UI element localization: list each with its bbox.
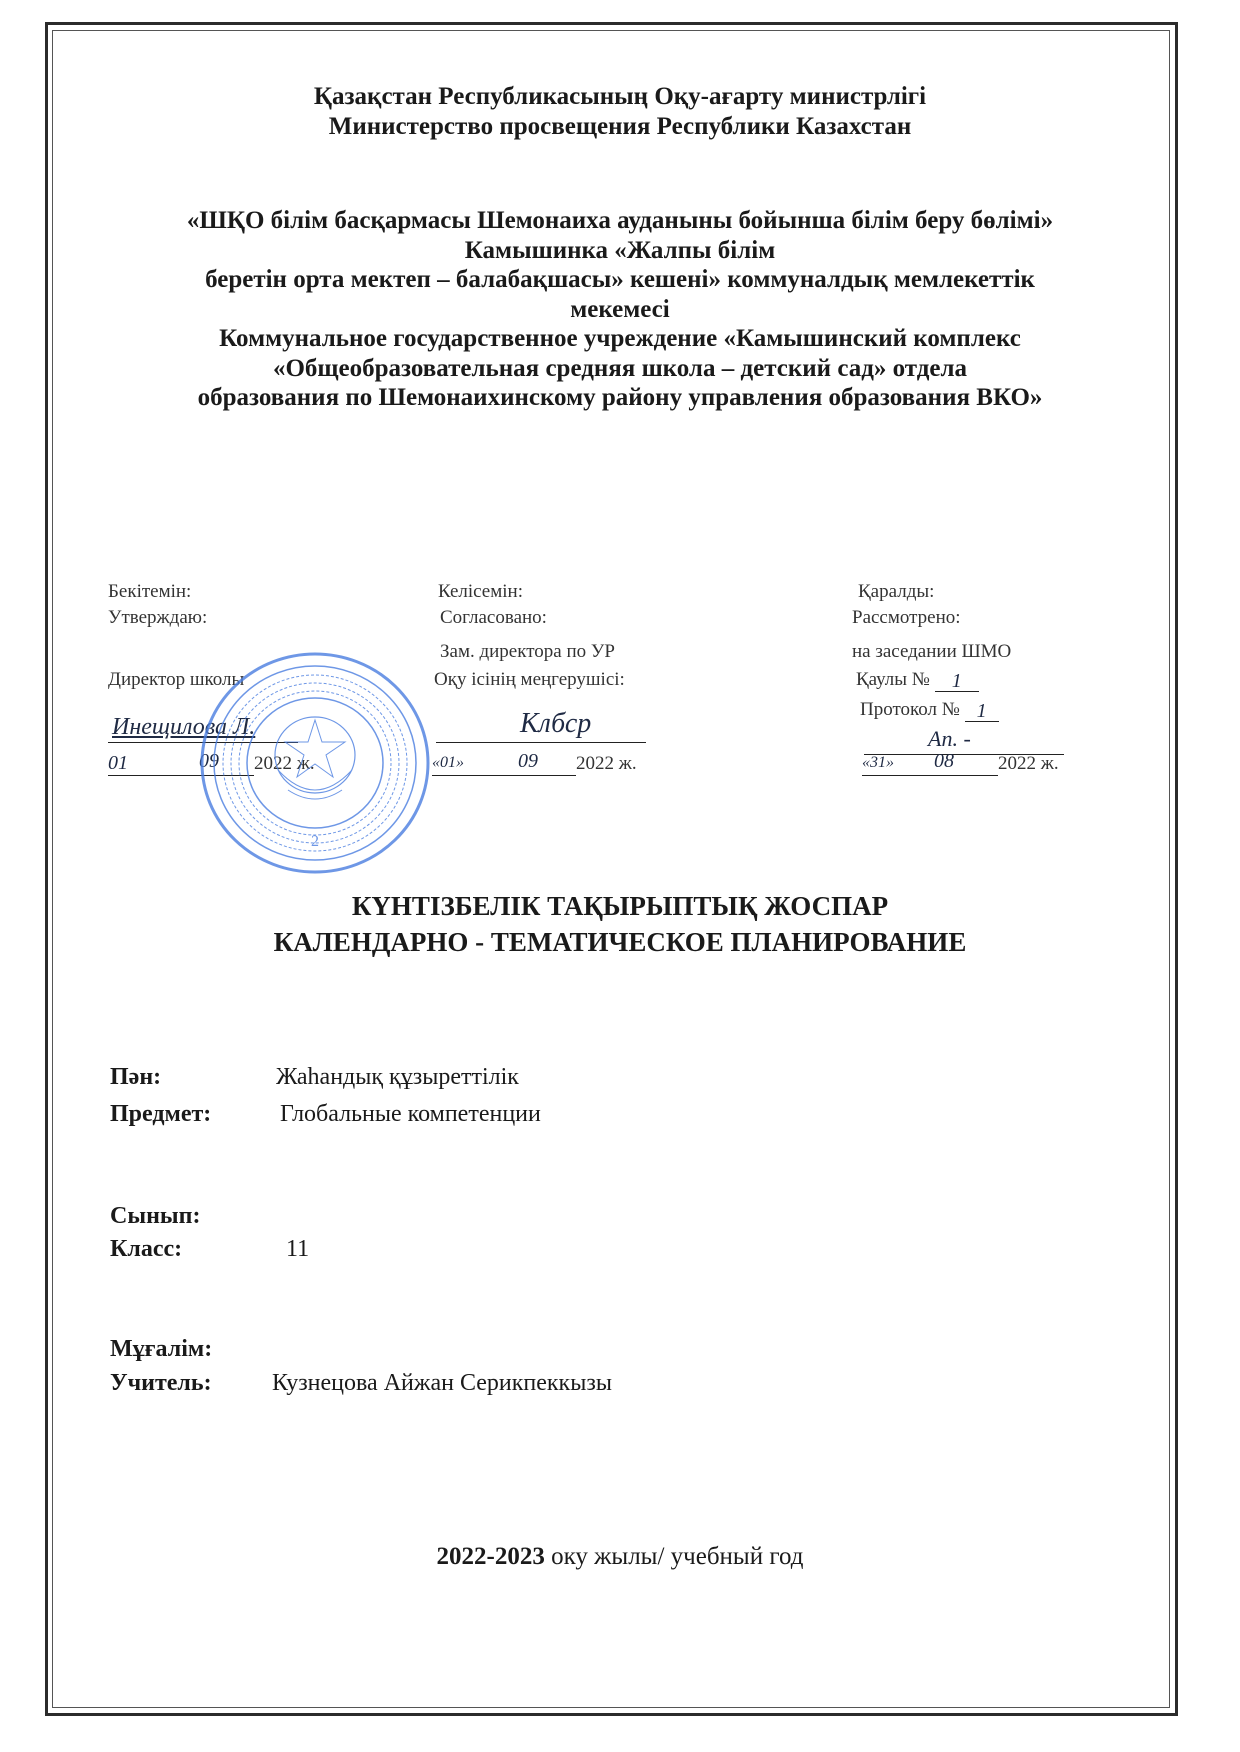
document-title <box>80 888 1160 960</box>
protocol-kz-label: Қаулы № <box>856 669 930 690</box>
grade-ru-label: Класс: <box>110 1236 183 1262</box>
deputy-date-day: «01» <box>432 754 464 771</box>
review-meeting: на заседании ШМО <box>852 641 1012 662</box>
review-label-kz: Қаралды: <box>858 581 935 602</box>
school-line-6: «Общеобразовательная средняя школа – детский сад» отдела <box>272 354 968 382</box>
grade-kz-row <box>110 1201 200 1231</box>
council-signature: Ап. - <box>928 726 971 751</box>
agree-label-kz: Келісемін: <box>438 581 523 602</box>
director-position: Директор школы <box>108 669 245 690</box>
teacher-ru-row <box>110 1368 212 1398</box>
deputy-date-year: 2022 ж. <box>576 753 637 774</box>
director-date-year: 2022 ж. <box>254 753 315 774</box>
school-line-5: Коммунальное государственное учреждение «Камышинский комплекс <box>219 325 1021 352</box>
protocol-kz <box>856 668 979 692</box>
subject-ru-row <box>110 1099 211 1129</box>
subject-kz-label: Пән: <box>110 1064 162 1090</box>
ministry-header <box>80 82 1160 142</box>
school-line-4: мекемесі <box>570 295 670 323</box>
ministry-ru: Министерство просвещения Республики Казахстан <box>328 113 912 140</box>
school-line-1: «ШҚО білім басқармасы Шемонаиха ауданыны бойынша білім беру бөлімі» <box>186 207 1054 234</box>
council-date-day: «31» <box>862 754 894 771</box>
council-date-year: 2022 ж. <box>998 753 1059 774</box>
subject-ru-label: Предмет: <box>110 1101 212 1127</box>
director-signature: Инещилова Л. <box>112 714 256 740</box>
subject-ru-value: Глобальные компетенции <box>280 1101 541 1127</box>
council-date <box>862 752 1059 776</box>
deputy-date <box>432 752 637 776</box>
agree-label-ru: Согласовано: <box>440 607 547 628</box>
grade-kz-label: Сынып: <box>110 1203 201 1229</box>
protocol-ru <box>860 698 999 722</box>
approve-label-kz: Бекітемін: <box>108 581 192 602</box>
subject-kz-value: Жаһандық құзыреттілік <box>276 1064 519 1090</box>
deputy-date-month: 09 <box>518 750 538 772</box>
subject-kz-row <box>110 1062 161 1092</box>
approve-label-ru: Утверждаю: <box>108 607 208 628</box>
protocol-ru-label: Протокол № <box>860 699 960 720</box>
protocol-ru-number: 1 <box>976 700 987 722</box>
title-kz: КҮНТІЗБЕЛІК ТАҚЫРЫПТЫҚ ЖОСПАР <box>351 891 889 921</box>
council-date-month: 08 <box>934 750 954 772</box>
teacher-value: Кузнецова Айжан Серикпеккызы <box>272 1370 612 1396</box>
deputy-position-kz: Оқу ісінің меңгерушісі: <box>434 669 625 690</box>
teacher-kz-label: Мұғалім: <box>110 1336 213 1362</box>
school-line-2: Камышинка «Жалпы білім <box>464 236 776 264</box>
academic-year-range: 2022-2023 <box>436 1543 545 1570</box>
protocol-kz-number: 1 <box>951 670 962 692</box>
grade-value: 11 <box>286 1236 310 1262</box>
director-date-month: 09 <box>199 750 219 772</box>
school-line-3: беретін орта мектеп – балабақшасы» кешені» коммуналдық мемлекеттік <box>205 266 1035 293</box>
deputy-signature-line <box>436 708 646 743</box>
review-label-ru: Рассмотрено: <box>852 607 961 628</box>
ministry-kz: Қазақстан Республикасының Оқу-ағарту министрлігі <box>313 83 927 110</box>
school-name-block <box>80 206 1160 413</box>
teacher-kz-row <box>110 1334 212 1364</box>
academic-year <box>80 1543 1160 1571</box>
council-signature-line <box>864 728 1064 755</box>
deputy-signature: Клбср <box>520 708 592 739</box>
deputy-position-ru: Зам. директора по УР <box>440 641 615 662</box>
teacher-ru-label: Учитель: <box>110 1370 212 1396</box>
school-line-7: образования по Шемонаихинскому району управления образования ВКО» <box>197 384 1043 411</box>
svg-text:2: 2 <box>311 833 319 850</box>
grade-ru-row <box>110 1234 182 1264</box>
academic-year-text: оку жылы/ учебный год <box>544 1543 804 1570</box>
school-stamp <box>198 650 432 876</box>
title-ru: КАЛЕНДАРНО - ТЕМАТИЧЕСКОЕ ПЛАНИРОВАНИЕ <box>273 927 967 957</box>
director-date-day: 01 <box>108 752 128 774</box>
